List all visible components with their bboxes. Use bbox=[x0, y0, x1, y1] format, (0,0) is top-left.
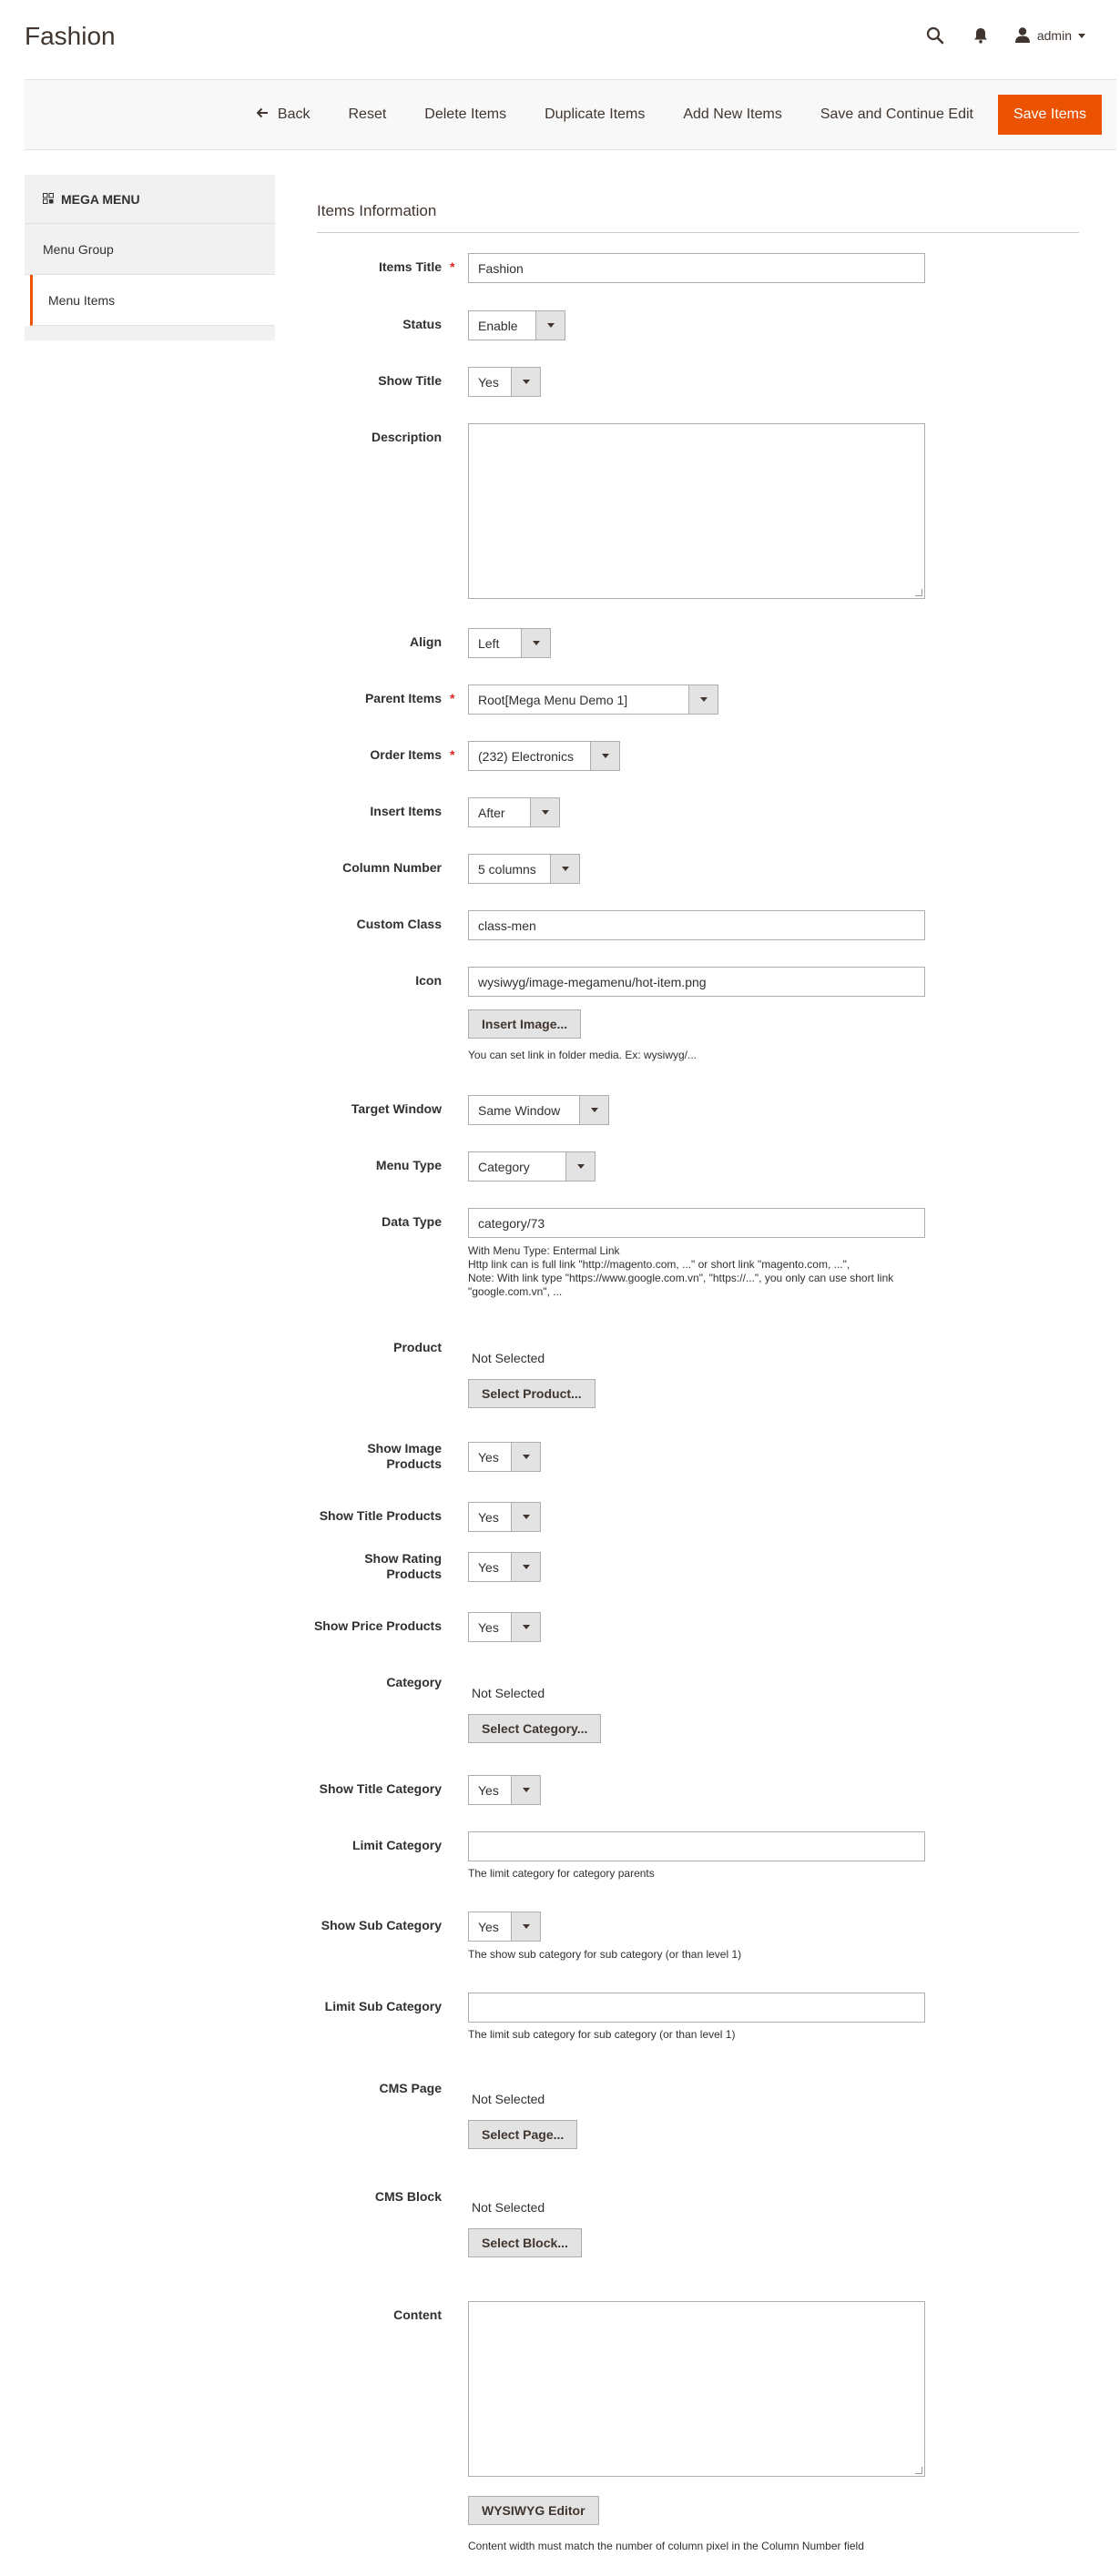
data-type-note: With Menu Type: Entermal Link Http link can is full link "http://magento.com, ..." or short link "magento.com, ...", Note: With link type "https://www.google.com.vn", "https://...", you only can use short link "google.com.vn", ... bbox=[468, 1244, 894, 1298]
page-title: Fashion bbox=[25, 22, 116, 50]
menu-type-select[interactable] bbox=[468, 1151, 596, 1182]
header-actions bbox=[923, 24, 1085, 47]
limit-category-input[interactable] bbox=[468, 1831, 925, 1861]
chevron-down-icon bbox=[511, 368, 540, 396]
reset-button[interactable]: Reset bbox=[334, 95, 400, 135]
back-button[interactable] bbox=[242, 95, 324, 135]
category-label: Category bbox=[386, 1675, 442, 1689]
chevron-down-icon bbox=[511, 1443, 540, 1471]
items-title-input[interactable]: Fashion bbox=[468, 253, 925, 283]
required-marker: * bbox=[450, 691, 455, 705]
icon-label: Icon bbox=[415, 973, 442, 988]
resize-handle[interactable] bbox=[915, 2467, 922, 2474]
items-title-label: Items Title bbox=[379, 259, 442, 274]
limit-category-note: The limit category for category parents bbox=[468, 1867, 655, 1880]
admin-user-menu[interactable] bbox=[1014, 26, 1085, 46]
status-select[interactable] bbox=[468, 310, 565, 340]
sidebar-item-menu-items[interactable]: Menu Items bbox=[30, 275, 275, 326]
description-textarea[interactable] bbox=[468, 423, 925, 599]
custom-class-input[interactable]: class-men bbox=[468, 910, 925, 940]
order-items-select[interactable] bbox=[468, 741, 620, 771]
select-block-button[interactable]: Select Block... bbox=[468, 2228, 582, 2257]
cms-page-value: Not Selected bbox=[472, 2092, 545, 2106]
category-value: Not Selected bbox=[472, 1686, 545, 1700]
target-window-select[interactable] bbox=[468, 1095, 609, 1125]
custom-class-label: Custom Class bbox=[356, 917, 442, 931]
search-icon[interactable] bbox=[923, 24, 947, 47]
chevron-down-icon bbox=[511, 1613, 540, 1641]
chevron-down-icon bbox=[511, 1503, 540, 1531]
arrow-left-icon bbox=[256, 106, 269, 123]
show-sub-category-select[interactable] bbox=[468, 1912, 541, 1942]
align-value: Left bbox=[478, 635, 500, 651]
target-window-label: Target Window bbox=[351, 1101, 442, 1116]
status-value: Enable bbox=[478, 318, 518, 333]
order-items-value: (232) Electronics bbox=[478, 748, 575, 764]
column-number-label: Column Number bbox=[342, 860, 442, 875]
chevron-down-icon bbox=[535, 311, 565, 340]
show-sub-category-note: The show sub category for sub category (or than level 1) bbox=[468, 1948, 742, 1961]
page-actions-bar bbox=[25, 79, 1116, 150]
show-rating-products-select[interactable] bbox=[468, 1552, 541, 1582]
target-window-value: Same Window bbox=[478, 1102, 561, 1118]
delete-items-button[interactable]: Delete Items bbox=[411, 95, 520, 135]
section-divider bbox=[317, 232, 1079, 233]
cms-block-value: Not Selected bbox=[472, 2200, 545, 2215]
sidebar-item-menu-group[interactable]: Menu Group bbox=[25, 224, 275, 275]
content-textarea[interactable] bbox=[468, 2301, 925, 2477]
menu-type-label: Menu Type bbox=[375, 1158, 442, 1172]
insert-items-select[interactable] bbox=[468, 797, 560, 827]
show-title-value: Yes bbox=[478, 374, 499, 390]
show-title-products-value: Yes bbox=[478, 1509, 499, 1525]
icon-note: You can set link in folder media. Ex: wysiwyg/... bbox=[468, 1049, 697, 1061]
insert-items-label: Insert Items bbox=[370, 804, 442, 818]
data-type-input[interactable]: category/73 bbox=[468, 1208, 925, 1238]
chevron-down-icon bbox=[579, 1096, 608, 1124]
chevron-down-icon bbox=[530, 798, 559, 827]
sidebar-title: MEGA MENU bbox=[61, 191, 140, 207]
parent-items-select[interactable] bbox=[468, 685, 718, 715]
content-label: Content bbox=[393, 2307, 442, 2322]
chevron-down-icon bbox=[511, 1912, 540, 1941]
chevron-down-icon bbox=[511, 1776, 540, 1804]
show-image-products-select[interactable] bbox=[468, 1442, 541, 1472]
select-page-button[interactable]: Select Page... bbox=[468, 2120, 577, 2149]
chevron-down-icon bbox=[590, 742, 619, 770]
show-title-label: Show Title bbox=[378, 373, 442, 388]
parent-items-value: Root[Mega Menu Demo 1] bbox=[478, 692, 628, 707]
chevron-down-icon bbox=[1078, 34, 1085, 38]
product-label: Product bbox=[393, 1340, 442, 1354]
chevron-down-icon bbox=[688, 685, 718, 714]
section-title: Items Information bbox=[317, 202, 437, 219]
insert-image-button[interactable]: Insert Image... bbox=[468, 1009, 581, 1039]
limit-sub-category-input[interactable] bbox=[468, 1993, 925, 2023]
add-new-items-button[interactable]: Add New Items bbox=[669, 95, 795, 135]
data-type-label: Data Type bbox=[382, 1214, 442, 1229]
chevron-down-icon bbox=[511, 1553, 540, 1581]
limit-category-label: Limit Category bbox=[351, 1838, 442, 1852]
show-image-products-label: Show Image Products bbox=[367, 1441, 442, 1471]
admin-username: admin bbox=[1036, 28, 1072, 43]
icon-path-input[interactable]: wysiwyg/image-megamenu/hot-item.png bbox=[468, 967, 925, 997]
select-product-button[interactable]: Select Product... bbox=[468, 1379, 596, 1408]
cms-page-label: CMS Page bbox=[379, 2081, 442, 2095]
bell-icon[interactable] bbox=[969, 24, 993, 47]
show-image-products-value: Yes bbox=[478, 1449, 499, 1465]
align-label: Align bbox=[410, 634, 442, 649]
user-icon bbox=[1014, 26, 1031, 46]
status-label: Status bbox=[402, 317, 442, 331]
resize-handle[interactable] bbox=[915, 589, 922, 596]
chevron-down-icon bbox=[550, 855, 579, 883]
show-rating-products-value: Yes bbox=[478, 1559, 499, 1575]
column-number-value: 5 columns bbox=[478, 861, 536, 877]
insert-items-value: After bbox=[478, 805, 505, 820]
show-title-category-label: Show Title Category bbox=[319, 1781, 442, 1796]
description-label: Description bbox=[371, 430, 442, 444]
save-items-button[interactable]: Save Items bbox=[998, 95, 1102, 135]
limit-sub-category-label: Limit Sub Category bbox=[324, 1999, 442, 2013]
parent-items-label: Parent Items bbox=[364, 691, 442, 705]
wysiwyg-editor-button[interactable]: WYSIWYG Editor bbox=[468, 2496, 599, 2525]
show-title-products-select[interactable] bbox=[468, 1502, 541, 1532]
show-price-products-value: Yes bbox=[478, 1619, 499, 1635]
show-sub-category-value: Yes bbox=[478, 1919, 499, 1934]
show-price-products-label: Show Price Products bbox=[313, 1618, 442, 1633]
order-items-label: Order Items bbox=[370, 747, 442, 762]
show-title-category-select[interactable] bbox=[468, 1775, 541, 1805]
content-note: Content width must match the number of column pixel in the Column Number field bbox=[468, 2540, 864, 2552]
sidebar-header bbox=[25, 175, 275, 224]
show-title-category-value: Yes bbox=[478, 1782, 499, 1798]
column-number-select[interactable] bbox=[468, 854, 580, 884]
chevron-down-icon bbox=[565, 1152, 595, 1181]
show-price-products-select[interactable] bbox=[468, 1612, 541, 1642]
save-continue-button[interactable]: Save and Continue Edit bbox=[807, 95, 987, 135]
show-sub-category-label: Show Sub Category bbox=[321, 1918, 442, 1932]
required-marker: * bbox=[450, 747, 455, 762]
cms-block-label: CMS Block bbox=[374, 2189, 442, 2204]
product-value: Not Selected bbox=[472, 1351, 545, 1365]
required-marker: * bbox=[450, 259, 455, 274]
show-title-products-label: Show Title Products bbox=[319, 1508, 442, 1523]
select-category-button[interactable]: Select Category... bbox=[468, 1714, 601, 1743]
duplicate-items-button[interactable]: Duplicate Items bbox=[531, 95, 658, 135]
back-button-label: Back bbox=[277, 106, 311, 122]
align-select[interactable] bbox=[468, 628, 551, 658]
chevron-down-icon bbox=[521, 629, 550, 657]
sidebar bbox=[25, 175, 275, 340]
show-title-select[interactable] bbox=[468, 367, 541, 397]
show-rating-products-label: Show Rating Products bbox=[364, 1551, 442, 1581]
menu-type-value: Category bbox=[478, 1159, 530, 1174]
limit-sub-category-note: The limit sub category for sub category (or than level 1) bbox=[468, 2028, 736, 2041]
grid-icon bbox=[43, 192, 54, 207]
